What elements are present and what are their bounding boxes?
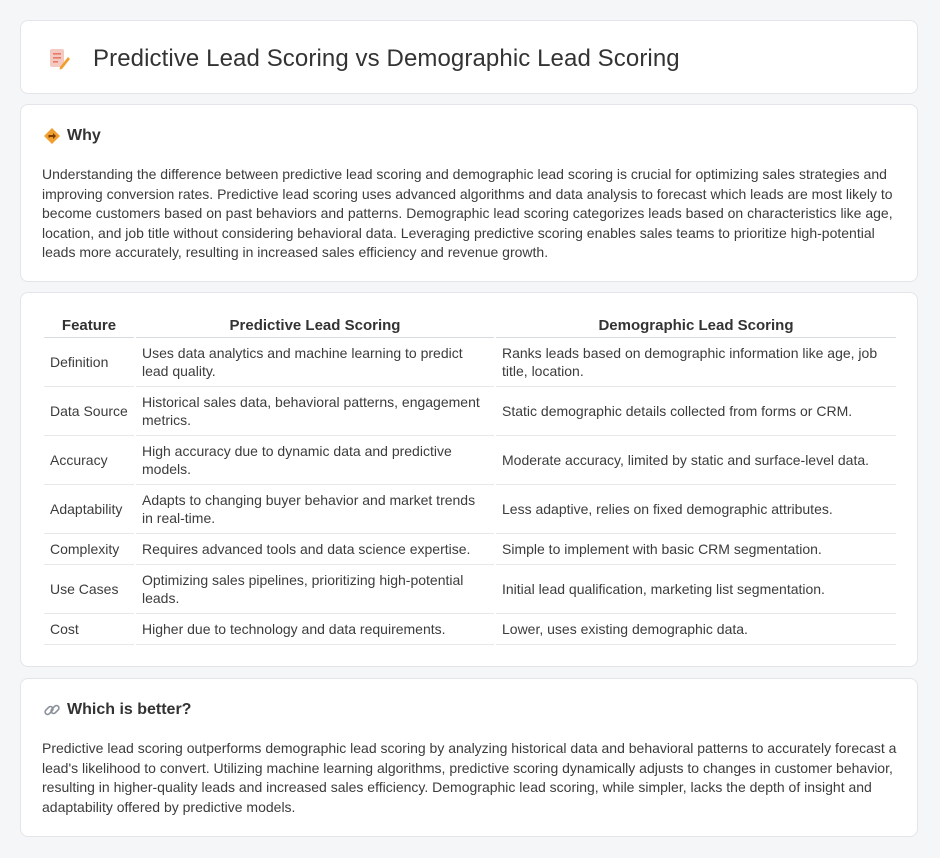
row-feature: Complexity	[44, 534, 134, 565]
row-demographic: Static demographic details collected from forms or CRM.	[496, 387, 896, 436]
table-row	[44, 534, 896, 565]
why-text: Understanding the difference between predictive lead scoring and demographic lead scoring is crucial for optimizing sales strategies and improving conversion rates. Predictive lead scoring uses advanced algorithms and data analysis to forecast which leads are most likely to become customers based on past behaviors and patterns. Demographic lead scoring categorizes leads based on characteristics like age, location, and job title without considering behavioral data. Leveraging predictive scoring enables sales teams to prioritize high-potential leads more accurately, resulting in increased sales efficiency and revenue growth.	[42, 166, 893, 260]
link-icon	[43, 701, 61, 719]
why-header	[43, 127, 101, 145]
why-section	[20, 104, 918, 282]
better-title: Which is better?	[67, 701, 192, 718]
comparison-table	[42, 313, 898, 645]
row-demographic: Moderate accuracy, limited by static and surface-level data.	[496, 436, 896, 485]
row-predictive: Historical sales data, behavioral patterns, engagement metrics.	[136, 387, 494, 436]
row-demographic: Less adaptive, relies on fixed demographic attributes.	[496, 485, 896, 534]
table-header-row	[44, 313, 896, 338]
row-predictive: Requires advanced tools and data science expertise.	[136, 534, 494, 565]
table-row	[44, 614, 896, 645]
table-row	[44, 338, 896, 387]
table-row	[44, 436, 896, 485]
row-predictive: Uses data analytics and machine learning to predict lead quality.	[136, 338, 494, 387]
which-better-section	[20, 678, 918, 837]
row-predictive: Optimizing sales pipelines, prioritizing high-potential leads.	[136, 565, 494, 614]
title-card	[20, 20, 918, 94]
header-predictive: Predictive Lead Scoring	[136, 313, 494, 338]
row-predictive: Higher due to technology and data requirements.	[136, 614, 494, 645]
row-demographic: Lower, uses existing demographic data.	[496, 614, 896, 645]
comparison-card	[20, 292, 918, 667]
title-row	[47, 45, 680, 73]
row-feature: Accuracy	[44, 436, 134, 485]
document-pencil-icon	[47, 47, 71, 71]
better-text: Predictive lead scoring outperforms demographic lead scoring by analyzing historical data and behavioral patterns to accurately forecast a lead's likelihood to convert. Utilizing machine learning algorithms, predictive scoring dynamically adjusts to changes in customer behavior, resulting in higher-quality leads and increased sales efficiency. Demographic lead scoring, while simpler, lacks the depth of insight and adaptability offered by predictive models.	[42, 740, 897, 815]
row-predictive: High accuracy due to dynamic data and predictive models.	[136, 436, 494, 485]
row-feature: Definition	[44, 338, 134, 387]
row-feature: Use Cases	[44, 565, 134, 614]
table-row	[44, 387, 896, 436]
row-feature: Adaptability	[44, 485, 134, 534]
why-title: Why	[67, 127, 101, 144]
better-header	[43, 701, 191, 719]
table-row	[44, 485, 896, 534]
row-feature: Cost	[44, 614, 134, 645]
header-feature: Feature	[44, 313, 134, 338]
table-row	[44, 565, 896, 614]
diamond-arrow-icon	[43, 127, 61, 145]
page-title: Predictive Lead Scoring vs Demographic Lead Scoring	[93, 45, 680, 72]
row-demographic: Initial lead qualification, marketing list segmentation.	[496, 565, 896, 614]
row-feature: Data Source	[44, 387, 134, 436]
row-demographic: Ranks leads based on demographic information like age, job title, location.	[496, 338, 896, 387]
row-demographic: Simple to implement with basic CRM segmentation.	[496, 534, 896, 565]
row-predictive: Adapts to changing buyer behavior and market trends in real-time.	[136, 485, 494, 534]
header-demographic: Demographic Lead Scoring	[496, 313, 896, 338]
